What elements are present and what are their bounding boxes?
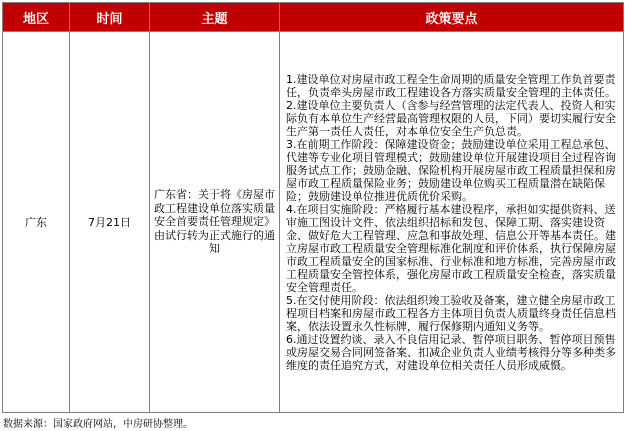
header-points: 政策要点 [280,3,624,32]
policy-point-1: 1.建设单位对房屋市政工程全生命周期的质量安全管理工作负首要责任，负责牵头房屋市政工程建设各方落实质量安全管理的主体责任。 [286,73,616,99]
header-topic: 主题 [150,3,280,32]
header-row [3,3,624,32]
policy-point-4: 4.在项目实施阶段：严格履行基本建设程序，承担如实提供资料、送审施工图设计文件、依法组织招标和发包、保障工期、落实建设资金、做好危大工程管理、应急和事故处理、信息公开等基本责任。建立房屋市政工程质量安全管理标准化制度和评价体系，执行保障房屋市政工程质量安全的国家标准、行业标准和地方标准，完善房屋市政工程质量安全管控体系，强化房屋市政工程质量安全检查，落实质量安全管理责任。 [286,203,616,294]
policy-table [2,2,624,413]
policy-point-6: 6.通过设置约谈、录入不良信用记录、暂停项目职务、暂停项目预售或房屋交易合同网签备案、扣减企业负责人业绩考核得分等多种类多维度的责任追究方式，对建设单位相关责任人员形成威慑。 [286,333,616,372]
policy-point-3: 3.在前期工作阶段：保障建设资金；鼓励建设单位采用工程总承包、代建等专业化项目管理模式；鼓励建设单位开展建设项目全过程咨询服务试点工作；鼓励金融、保险机构开展房屋市政工程质量担保和房屋市政工程质量保险业务；鼓励建设单位购买工程质量潜在缺陷保险；鼓励建设单位推进优质优价采购。 [286,138,616,203]
header-region: 地区 [3,3,70,32]
cell-region: 广东 [3,32,70,413]
cell-topic: 广东省：关于将《房屋市政工程建设单位落实质量安全首要责任管理规定》由试行转为正式施行的通知 [150,32,280,413]
source-note: 数据来源：国家政府网站，中房研协整理。 [3,419,193,430]
table-row [3,32,624,413]
policy-point-2: 2.建设单位主要负责人（含参与经营管理的法定代表人、投资人和实际负有本单位生产经营最高管理权限的人员，下同）要切实履行安全生产第一责任人责任，对本单位安全生产负总责。 [286,99,616,138]
header-time: 时间 [70,3,150,32]
policy-point-5: 5.在交付使用阶段：依法组织竣工验收及备案，建立健全房屋市政工程项目档案和房屋市政工程各方主体项目负责人质量终身责任信息档案，依法设置永久性标牌，履行保修期内通知义务等。 [286,294,616,333]
cell-time: 7月21日 [70,32,150,413]
cell-points [280,32,624,413]
